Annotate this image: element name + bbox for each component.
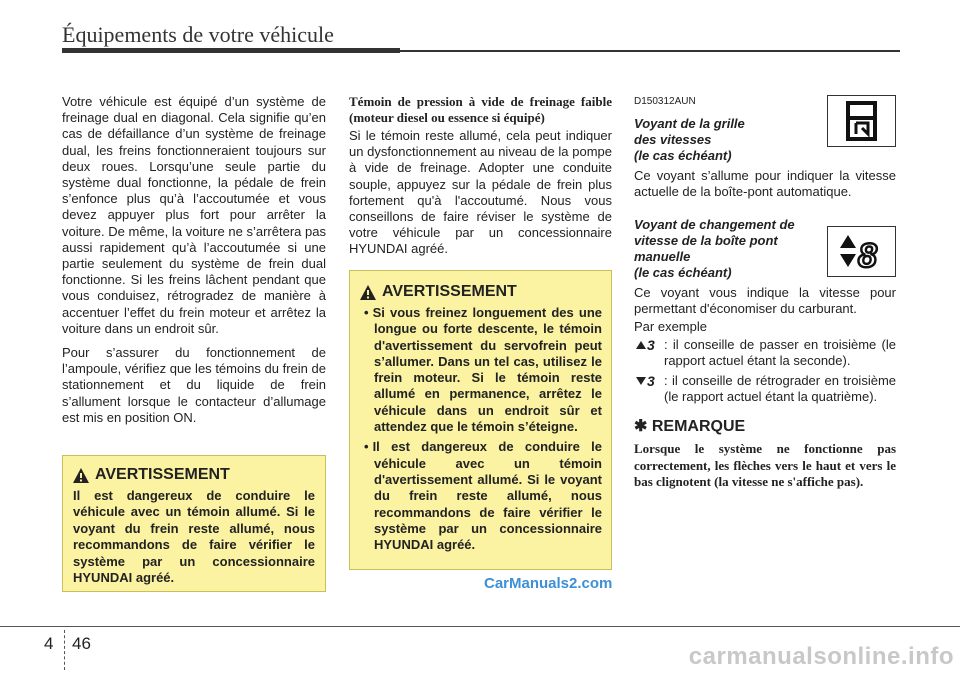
heading-shift-grid-line2: des vitesses — [634, 132, 712, 148]
paragraph-bulb-check: Pour s’assurer du fonctionnement de l’ampoule, vérifiez que les témoins du frein de stationnement et du liquide de frein s’allument lorsque le contacteur d’allumage est mis en position ON. — [62, 345, 326, 425]
column-3 — [634, 94, 896, 491]
column-2 — [349, 94, 612, 266]
site-watermark: carmanualsonline.info — [688, 643, 954, 670]
indicator-downshift — [634, 373, 896, 405]
warning-header — [73, 466, 315, 484]
warning-title: AVERTISSEMENT — [382, 283, 517, 300]
warning-header — [360, 283, 602, 301]
heading-shift-change-line4: (le cas échéant) — [634, 264, 732, 280]
example-label: Par exemple — [634, 319, 707, 335]
svg-text:3: 3 — [647, 337, 655, 354]
warning-list-item: • Si vous freinez longuement des une longue ou forte descente, le témoin d'avertissement du servofrein peut s’allumer. Dans un tel cas, utilisez le frein moteur. Si le témoin reste allumé en permanence, arrêtez le véhicule dans un endroit sûr et attendez que le témoin s’éteigne. — [364, 305, 602, 435]
paragraph-dual-brake: Votre véhicule est équipé d’un système de freinage dual en diagonal. Cela signifie qu’en cas de défaillance d’un système de freinage dual, les freins fonctionneraient toujours sur deux roues. Lorsqu’une seule partie du système dual fonctionne, la pédale de frein s’enfonce plus qu’à l’accoutumée et vous devez appuyer plus fort pour arrêter la voiture. De même, la voiture ne s’arrêtera pas aussi rapidement qu’à l’accoutumée si une partie seulement du système de frein dual fonctionne. Si les freins lâchent pendant que vous conduisez, rétrogradez de manière à accentuer l’effet du frein moteur et arrêtez la voiture dans un endroit sûr. — [62, 94, 326, 336]
paragraph-shift-grid: Ce voyant s’allume pour indiquer la vitesse actuelle de la boîte-pont automatique. — [634, 168, 896, 200]
warning-title: AVERTISSEMENT — [95, 466, 230, 483]
header-rule-thin — [400, 50, 900, 52]
warning-triangle-icon — [360, 285, 376, 300]
upshift-text: : il conseille de passer en troisième (le rapport actuel étant la seconde). — [664, 337, 896, 369]
header-rule — [62, 48, 400, 53]
downshift-arrow-icon — [634, 373, 664, 389]
page-chapter-number: 4 — [44, 634, 54, 653]
warning-text: Il est dangereux de conduire le véhicule avec un témoin allumé. Si le voyant du frein reste allumé, nous recommandons de faire vérifier le système par un concessionnaire HYUNDAI agréé. — [73, 488, 315, 586]
warning-list — [360, 305, 602, 553]
shift-grid-indicator-icon — [827, 95, 896, 147]
page-header-title: Équipements de votre véhicule — [62, 22, 334, 47]
page-number-separator — [64, 630, 65, 670]
heading-shift-change-line1: Voyant de changement de — [634, 216, 795, 232]
watermark-carmanuals[interactable]: CarManuals2.com — [484, 575, 613, 592]
warning-triangle-icon — [73, 468, 89, 483]
indicator-upshift — [634, 337, 896, 369]
shift-change-indicator-icon — [827, 226, 896, 277]
upshift-arrow-icon — [634, 337, 664, 353]
remarque-text: Lorsque le système ne fonctionne pas correctement, les flèches vers le haut et vers le bas clignotent (la vitesse ne s'affiche pas). — [634, 441, 896, 490]
column-1 — [62, 94, 326, 434]
downshift-text: : il conseille de rétrograder en troisième (le rapport actuel étant la quatrième). — [664, 373, 896, 405]
warning-list-item: • Il est dangereux de conduire le véhicule avec un témoin d'avertissement allumé. Si le voyant du frein reste allumé, nous recommandons de faire vérifier le système par un concessionnaire HYUNDAI agréé. — [364, 439, 602, 553]
svg-text:8: 8 — [858, 237, 877, 275]
warning-box-1 — [62, 455, 326, 592]
reference-code: D150312AUN — [634, 96, 696, 107]
heading-shift-change-line3: manuelle — [634, 248, 691, 264]
warning-box-2 — [349, 270, 612, 570]
heading-shift-grid-line3: (le cas échéant) — [634, 148, 732, 164]
paragraph-vacuum: Si le témoin reste allumé, cela peut indiquer un dysfonctionnement au niveau de la pompe à vide de freinage. Adopter une conduite souple, appuyez sur la pédale de frein plus fortement qu'à l'accoutumé. Nous vous conseillons de faire réviser le système de votre véhicule par un concessionnaire HYUNDAI agréé. — [349, 128, 612, 257]
page-number: 46 — [72, 634, 91, 653]
paragraph-shift-change: Ce voyant vous indique la vitesse pour permettant d'économiser du carburant. — [634, 284, 896, 316]
footer-rule — [0, 626, 960, 627]
heading-shift-change-line2: vitesse de la boîte pont — [634, 232, 778, 248]
svg-text:3: 3 — [647, 373, 655, 390]
heading-shift-grid-line1: Voyant de la grille — [634, 116, 745, 132]
section-heading-vacuum: Témoin de pression à vide de freinage faible (moteur diesel ou essence si équipé) — [349, 94, 612, 125]
remarque-title: ✱ REMARQUE — [634, 418, 746, 436]
